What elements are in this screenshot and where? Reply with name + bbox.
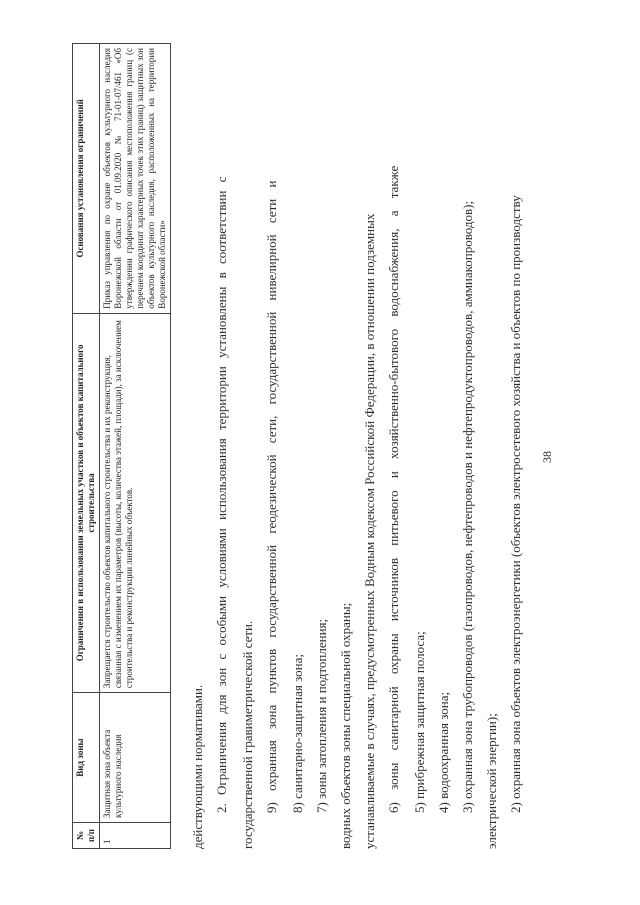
table-row xyxy=(99,44,170,849)
page-number: 38 xyxy=(540,451,554,463)
text-line: водных объектов зоны специальной охраны; xyxy=(338,602,353,849)
list-item-6: 6) зоны санитарной охраны источников питьевого и хозяйственно-бытового водоснабжения, а также xyxy=(386,165,401,813)
cell-basis: Приказ управления по охране объектов культурного наследия Воронежской области от 01.09.2020 № 71-01-07/461 «Об утверждении графического описания местоположения границ (с перечнем координат характерных точек этих границ) защитных зон объектов культурного наследия, расположенных на территории Воронежской области» xyxy=(99,44,170,314)
column-header-kind: Вид зоны xyxy=(73,693,100,823)
list-item-5: 5) прибрежная защитная полоса; xyxy=(412,631,427,813)
cell-kind: Защитная зона объекта культурного наследия xyxy=(99,693,170,823)
cell-restrictions: Запрещается строительство объектов капитального строительства и их реконструкция, связанная с изменением их параметров (высоты, количества этажей, площади), за исключением строительства и реконструкции линейных объектов. xyxy=(99,313,170,692)
column-header-basis: Основания установления ограничений xyxy=(73,44,100,314)
restrictions-table xyxy=(72,43,171,849)
column-header-restrictions: Ограничения в использовании земельных участков и объектов капитального строительства xyxy=(73,313,100,692)
table-header-row xyxy=(73,44,100,849)
column-header-num: № п/п xyxy=(73,823,100,849)
paragraph-2: 2. Ограничения для зон с особыми условиями использования территории установлены в соответствии с xyxy=(214,176,229,813)
text-line: устанавливаемые в случаях, предусмотренных Водным кодексом Российской Федерации, в отношении подземных xyxy=(362,213,377,849)
text-line: 2) охранная зона объектов электроэнергетики (объектов электросетевого хозяйства и объектов по производству xyxy=(508,195,523,813)
cell-num: 1 xyxy=(99,823,170,849)
list-item-2 xyxy=(508,43,524,813)
list-item-4: 4) водоохранная зона; xyxy=(436,691,451,813)
list-item-9: 9) охранная зона пунктов государственной геодезической сети, государственной нивелирной сети и xyxy=(264,180,279,813)
list-item-7: 7) зоны затопления и подтопления; xyxy=(314,618,329,813)
text-line: электрической энергии); xyxy=(484,713,499,849)
text-line: действующими нормативами. xyxy=(190,684,205,849)
list-item-3: 3) охранная зона трубопроводов (газопроводов, нефтепроводов и нефтепродуктопроводов, аммиакопроводов); xyxy=(460,200,475,813)
text-line: государственной гравиметрической сети. xyxy=(240,620,255,849)
list-item-8: 8) санитарно-защитная зона; xyxy=(290,654,305,813)
